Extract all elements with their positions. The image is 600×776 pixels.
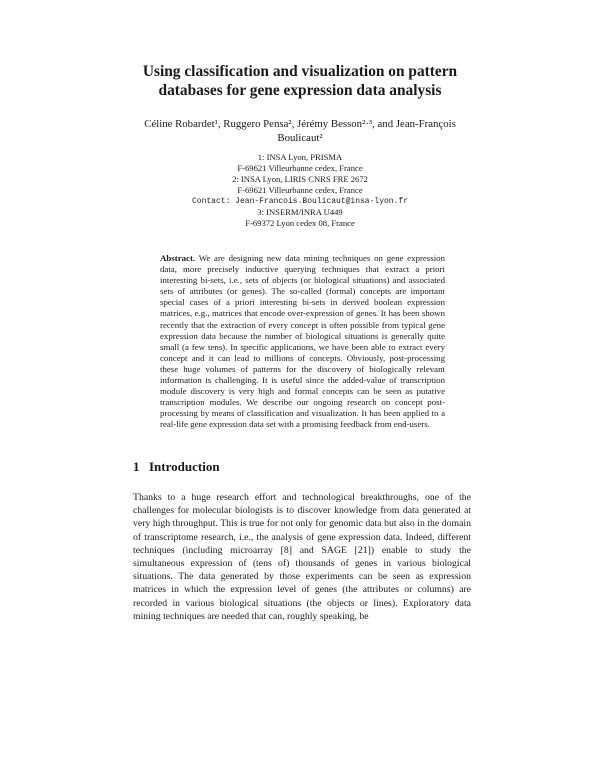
- section-title: Introduction: [149, 459, 220, 474]
- affiliation-line: 1: INSA Lyon, PRISMA: [257, 152, 343, 162]
- author-list: [130, 117, 470, 145]
- abstract-text: We are designing new data mining techniques on gene expression data, more precisely inductive querying techniques that extract a priori interesting bi-sets, i.e., sets of objects (or biological situations) and associated sets of attributes (or genes). The so-called (formal) concepts are important special cases of a priori interesting bi-sets in derived boolean expression matrices, e.g., matrices that encode over-expression of genes. It has been shown recently that the extraction of every concept is often possible from typical gene expression data because the number of biological situations is generally quite small (a few tens). In specific applications, we have been able to extract every concept and it can lead to millions of concepts. Obviously, post-processing these huge volumes of patterns for the discovery of biologically relevant information is challenging. It is useful since the added-value of transcription module discovery is very high and formal concepts can be seen as putative transcription modules. We describe our ongoing research on concept post-processing by means of classification and visualization. It has been applied to a real-life gene expression data set with a promising feedback from end-users.: [160, 253, 445, 430]
- affiliation-line: F-69372 Lyon cedex 08, France: [245, 218, 355, 228]
- affiliation-line: F-69621 Villeurbanne cedex, France: [237, 163, 363, 173]
- section-number: 1: [133, 459, 140, 474]
- section-heading: [133, 459, 473, 475]
- author-line-1: Céline Robardet¹, Ruggero Pensa², Jérémy Besson²·³, and Jean-François: [144, 118, 456, 130]
- introduction-body: [133, 491, 471, 623]
- abstract: [160, 253, 445, 431]
- contact-email[interactable]: Contact: Jean-Francois.Boulicaut@insa-lyon.fr: [191, 197, 409, 206]
- affiliation-line: 2: INSA Lyon, LIRIS CNRS FRE 2672: [232, 174, 368, 184]
- author-line-2: Boulicaut²: [277, 132, 323, 144]
- paper-title: Using classification and visualization on pattern databases for gene expression data analysis: [142, 63, 458, 99]
- affiliation-line: F-69621 Villeurbanne cedex, France: [237, 185, 363, 195]
- affiliations: [150, 152, 450, 229]
- affiliation-line: 3: INSERM/INRA U449: [257, 207, 343, 217]
- abstract-label: Abstract.: [160, 253, 196, 263]
- introduction-paragraph: Thanks to a huge research effort and technological breakthroughs, one of the challenges for molecular biologists is to discover knowledge from data generated at very high throughput. This is true for not only for genomic data but also in the domain of transcriptome research, i.e., the analysis of gene expression data. Indeed, different techniques (including microarray [8] and SAGE [21]) enable to study the simultaneous expression of (tens of) thousands of genes in various biological situations. The data generated by those experiments can be seen as expression matrices in which the expression level of genes (the attributes or columns) are recorded in various biological situations (the objects or lines). Exploratory data mining techniques are needed that can, roughly speaking, be: [133, 492, 471, 622]
